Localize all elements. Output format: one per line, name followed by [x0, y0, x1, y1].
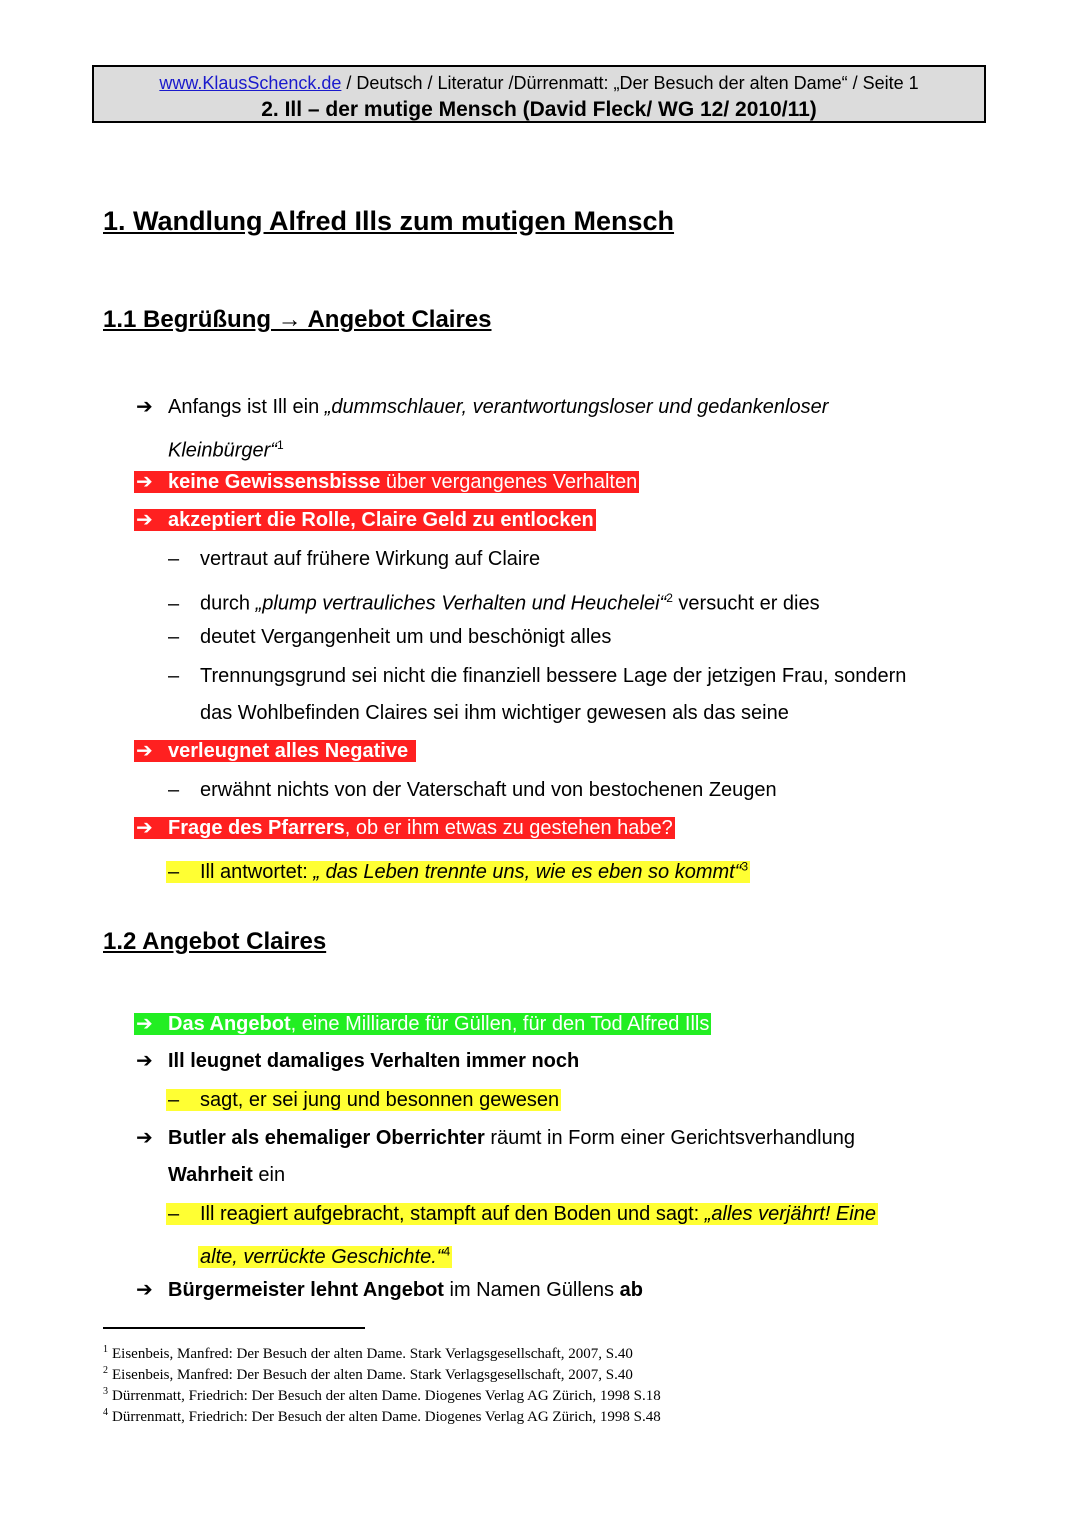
s1-bullet-2: ➔ keine Gewissensbisse über vergangenes Verhalten	[134, 468, 639, 496]
page-header	[92, 65, 986, 123]
s1-dash-3: – deutet Vergangenheit um und beschönigt alles	[168, 626, 612, 648]
footnote-ref: 3	[741, 859, 749, 873]
arrow-icon: ➔	[136, 817, 153, 839]
s2-dash-2-cont: alte, verrückte Geschichte.“$^4$	[200, 1244, 451, 1268]
s1-dash-6: – Ill antwortet: „ das Leben trennte uns, wie es eben so kommt“$^3$	[168, 859, 749, 883]
footnote-4: $^4$ Dürrenmatt, Friedrich: Der Besuch der alten Dame. Diogenes Verlag AG Zürich, 1998 S.48	[103, 1407, 661, 1425]
s1-dash-5: – erwähnt nichts von der Vaterschaft und von bestochenen Zeugen	[168, 779, 777, 801]
s1-dash-4-cont: das Wohlbefinden Claires sei ihm wichtiger gewesen als das seine	[200, 702, 789, 724]
header-line-2: 2. Ill – der mutige Mensch (David Fleck/ WG 12/ 2010/11)	[261, 98, 817, 121]
footnote-1: $^1$ Eisenbeis, Manfred: Der Besuch der alten Dame. Stark Verlagsgesellschaft, 2007, S.40	[103, 1344, 633, 1362]
s1-bullet-1-cont: Kleinbürger“$^1$	[168, 438, 284, 462]
footnote-divider	[103, 1327, 365, 1329]
section-1-heading: 1.1 Begrüßung → Angebot Claires	[103, 306, 492, 333]
s2-bullet-1: ➔ Das Angebot, eine Milliarde für Güllen, für den Tod Alfred Ills	[134, 1010, 711, 1038]
header-line-1	[94, 69, 984, 97]
s1-dash-4: – Trennungsgrund sei nicht die finanziell bessere Lage der jetzigen Frau, sondern	[168, 665, 907, 687]
footnote-ref: 1	[276, 438, 284, 452]
s2-dash-1: – sagt, er sei jung und besonnen gewesen	[168, 1089, 560, 1111]
s2-bullet-2: ➔ Ill leugnet damaliges Verhalten immer noch	[136, 1047, 579, 1075]
s1-dash-1: – vertraut auf frühere Wirkung auf Claire	[168, 548, 541, 570]
arrow-icon: ➔	[136, 396, 153, 418]
arrow-icon: ➔	[136, 471, 153, 493]
arrow-icon: ➔	[136, 740, 153, 762]
arrow-icon: ➔	[136, 1050, 153, 1072]
header-link[interactable]: www.KlausSchenck.de	[159, 73, 342, 93]
arrow-icon: ➔	[136, 509, 153, 531]
section-2-heading: 1.2 Angebot Claires	[103, 928, 327, 955]
arrow-icon: ➔	[136, 1127, 153, 1149]
header-breadcrumb: / Deutsch / Literatur /Dürrenmatt: „Der Besuch der alten Dame“ / Seite 1	[341, 73, 919, 93]
footnote-3: $^3$ Dürrenmatt, Friedrich: Der Besuch der alten Dame. Diogenes Verlag AG Zürich, 1998 S.18	[103, 1386, 661, 1404]
s1-bullet-4: ➔ verleugnet alles Negative	[134, 737, 416, 765]
s1-bullet-3: ➔ akzeptiert die Rolle, Claire Geld zu entlocken	[134, 506, 596, 534]
s2-bullet-3-cont: Wahrheit ein	[168, 1164, 286, 1186]
footnote-ref: 4	[443, 1244, 451, 1258]
s1-dash-2: – durch „plump vertrauliches Verhalten und Heuchelei“$^2$ versucht er dies	[168, 591, 820, 615]
s2-bullet-3: ➔ Butler als ehemaliger Oberrichter räumt in Form einer Gerichtsverhandlung	[136, 1124, 855, 1152]
footnote-ref: 2	[666, 591, 673, 605]
s1-bullet-1: ➔ Anfangs ist Ill ein „dummschlauer, verantwortungsloser und gedankenloser	[136, 393, 828, 421]
page-title: 1. Wandlung Alfred Ills zum mutigen Mensch	[103, 206, 675, 236]
footnote-2: $^2$ Eisenbeis, Manfred: Der Besuch der alten Dame. Stark Verlagsgesellschaft, 2007, S.40	[103, 1365, 633, 1383]
s2-bullet-4: ➔ Bürgermeister lehnt Angebot im Namen Güllens ab	[136, 1276, 643, 1304]
arrow-icon: ➔	[136, 1013, 153, 1035]
s2-dash-2: – Ill reagiert aufgebracht, stampft auf den Boden und sagt: „alles verjährt! Eine	[168, 1203, 876, 1225]
s1-bullet-5: ➔ Frage des Pfarrers, ob er ihm etwas zu gestehen habe?	[134, 814, 675, 842]
arrow-icon: ➔	[136, 1279, 153, 1301]
